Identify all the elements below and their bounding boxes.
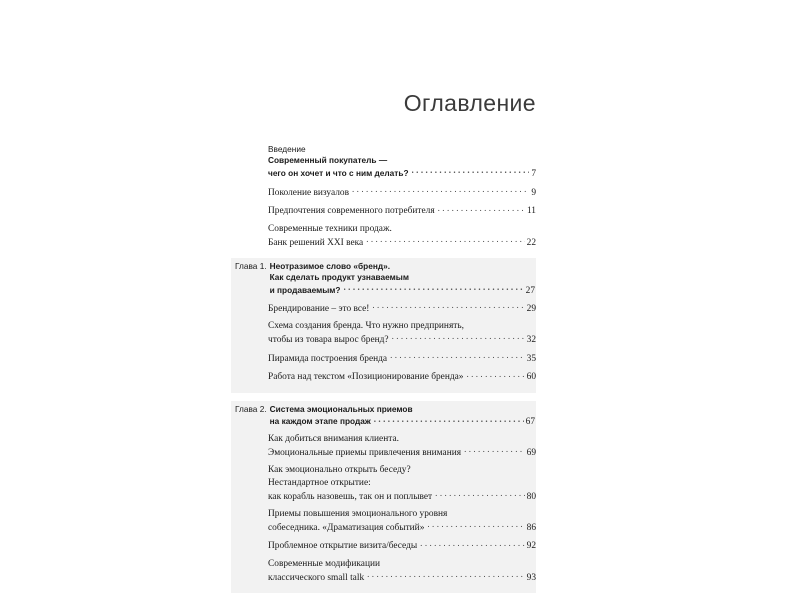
dot-leader xyxy=(372,302,524,311)
section-heading[interactable] xyxy=(231,261,536,297)
entry-title-text: собеседника. «Драматизация событий» xyxy=(268,522,425,533)
toc-entry[interactable] xyxy=(268,558,536,584)
section-title-lines xyxy=(268,155,536,179)
page-title: Оглавление xyxy=(403,90,536,116)
dot-leader xyxy=(352,186,529,195)
page-number: 92 xyxy=(526,541,536,552)
page-number: 9 xyxy=(531,187,536,198)
toc-entry[interactable] xyxy=(268,433,536,459)
page-number: 35 xyxy=(526,353,536,364)
entry-list xyxy=(231,302,536,384)
page-number: 29 xyxy=(526,303,536,314)
entry-list xyxy=(231,433,536,584)
toc-entry[interactable] xyxy=(268,223,536,249)
section-label: Введение xyxy=(268,144,306,154)
section-title-text: чего он хочет и что с ним делать? xyxy=(268,167,409,178)
toc-entry[interactable] xyxy=(268,370,536,384)
page-number: 32 xyxy=(526,334,536,345)
page-number: 80 xyxy=(526,491,536,502)
page-number: 69 xyxy=(526,447,536,458)
entry-line xyxy=(268,571,536,585)
entry-title-text: Банк решений XXI века xyxy=(268,237,364,248)
entry-title-text: Предпочтения современного потребителя xyxy=(268,206,435,217)
section-title-line: Как сделать продукт узнаваемым xyxy=(269,272,409,283)
dot-leader xyxy=(435,490,524,499)
chapter-label: Глава 2. xyxy=(235,403,267,414)
toc-content xyxy=(231,144,536,601)
entry-title-text: Эмоциональные приемы привлечения внимания xyxy=(268,447,462,458)
section-title-text: на каждом этапе продаж xyxy=(269,415,371,426)
chapter-block[interactable] xyxy=(231,401,536,593)
section-heading[interactable] xyxy=(268,155,536,179)
entry-title-text: классического small talk xyxy=(268,572,365,583)
entry-line: Приемы повышения эмоционального уровня xyxy=(268,509,448,520)
entry-title-text: Пирамида построения бренда xyxy=(268,353,388,364)
toc-entry[interactable] xyxy=(268,508,536,534)
entry-title-text: Поколение визуалов xyxy=(268,187,350,198)
dot-leader xyxy=(412,167,530,176)
section-title-line xyxy=(270,284,536,297)
entry-line xyxy=(268,352,536,366)
entry-line xyxy=(268,333,536,347)
dot-leader xyxy=(420,539,524,548)
section-title-lines xyxy=(270,261,536,297)
toc-entry[interactable] xyxy=(268,302,536,316)
page-number: 11 xyxy=(526,206,536,217)
entry-line xyxy=(268,521,536,535)
page-number: 93 xyxy=(526,572,536,583)
section-title-line xyxy=(268,167,536,180)
entry-line xyxy=(268,370,536,384)
toc-entry[interactable] xyxy=(268,320,536,346)
dot-leader xyxy=(438,204,525,213)
section-title-line xyxy=(270,415,536,428)
dot-leader xyxy=(466,370,524,379)
page-number: 27 xyxy=(525,285,535,296)
dot-leader xyxy=(366,236,524,245)
entry-line: Нестандартное открытие: xyxy=(268,477,371,488)
entry-line: Современные техники продаж. xyxy=(268,224,392,234)
page-number: 7 xyxy=(531,168,536,179)
toc-entry[interactable] xyxy=(268,352,536,366)
entry-title-text: чтобы из товара вырос бренд? xyxy=(268,334,389,345)
entry-line: Схема создания бренда. Что нужно предпринять, xyxy=(268,321,464,332)
section-title-line: Система эмоциональных приемов xyxy=(269,403,413,414)
entry-title-text: Работа над текстом «Позиционирование бренда» xyxy=(268,372,464,383)
entry-title-text: как корабль назовешь, так он и поплывет xyxy=(268,491,433,502)
page-number: 60 xyxy=(526,372,536,383)
section-title-line: Современный покупатель — xyxy=(268,155,388,166)
entry-line xyxy=(268,186,536,200)
toc-entry[interactable] xyxy=(268,186,536,200)
entry-title-text: Брендирование – это все! xyxy=(268,303,370,314)
section-heading[interactable] xyxy=(231,404,536,428)
entry-line xyxy=(268,204,536,218)
chapter-label: Глава 1. xyxy=(235,261,267,272)
dot-leader xyxy=(390,352,525,361)
entry-line xyxy=(268,302,536,316)
page-number: 86 xyxy=(526,522,536,533)
dot-leader xyxy=(374,415,524,424)
toc-entry[interactable] xyxy=(268,204,536,218)
dot-leader xyxy=(392,333,525,342)
page-number: 22 xyxy=(526,237,536,248)
section-title-text: и продаваемым? xyxy=(269,284,341,295)
dot-leader xyxy=(344,284,524,293)
chapter-block[interactable] xyxy=(231,258,536,393)
front-matter-block[interactable] xyxy=(231,144,536,249)
toc-entry[interactable] xyxy=(268,464,536,503)
entry-line: Современные модификации xyxy=(268,558,381,569)
section-title-lines xyxy=(270,404,536,428)
entry-line xyxy=(268,446,536,460)
entry-line: Как эмоционально открыть беседу? xyxy=(268,465,411,476)
dot-leader xyxy=(427,521,524,530)
entry-line: Как добиться внимания клиента. xyxy=(268,434,399,445)
entry-title-text: Проблемное открытие визита/беседы xyxy=(268,541,418,552)
page-number: 67 xyxy=(525,416,535,427)
entry-list xyxy=(268,186,536,249)
entry-line xyxy=(268,490,536,504)
toc-entry[interactable] xyxy=(268,539,536,553)
dot-leader xyxy=(367,571,524,580)
entry-line xyxy=(268,236,536,250)
entry-line xyxy=(268,539,536,553)
section-title-line: Неотразимое слово «бренд». xyxy=(269,261,391,272)
dot-leader xyxy=(464,446,525,455)
